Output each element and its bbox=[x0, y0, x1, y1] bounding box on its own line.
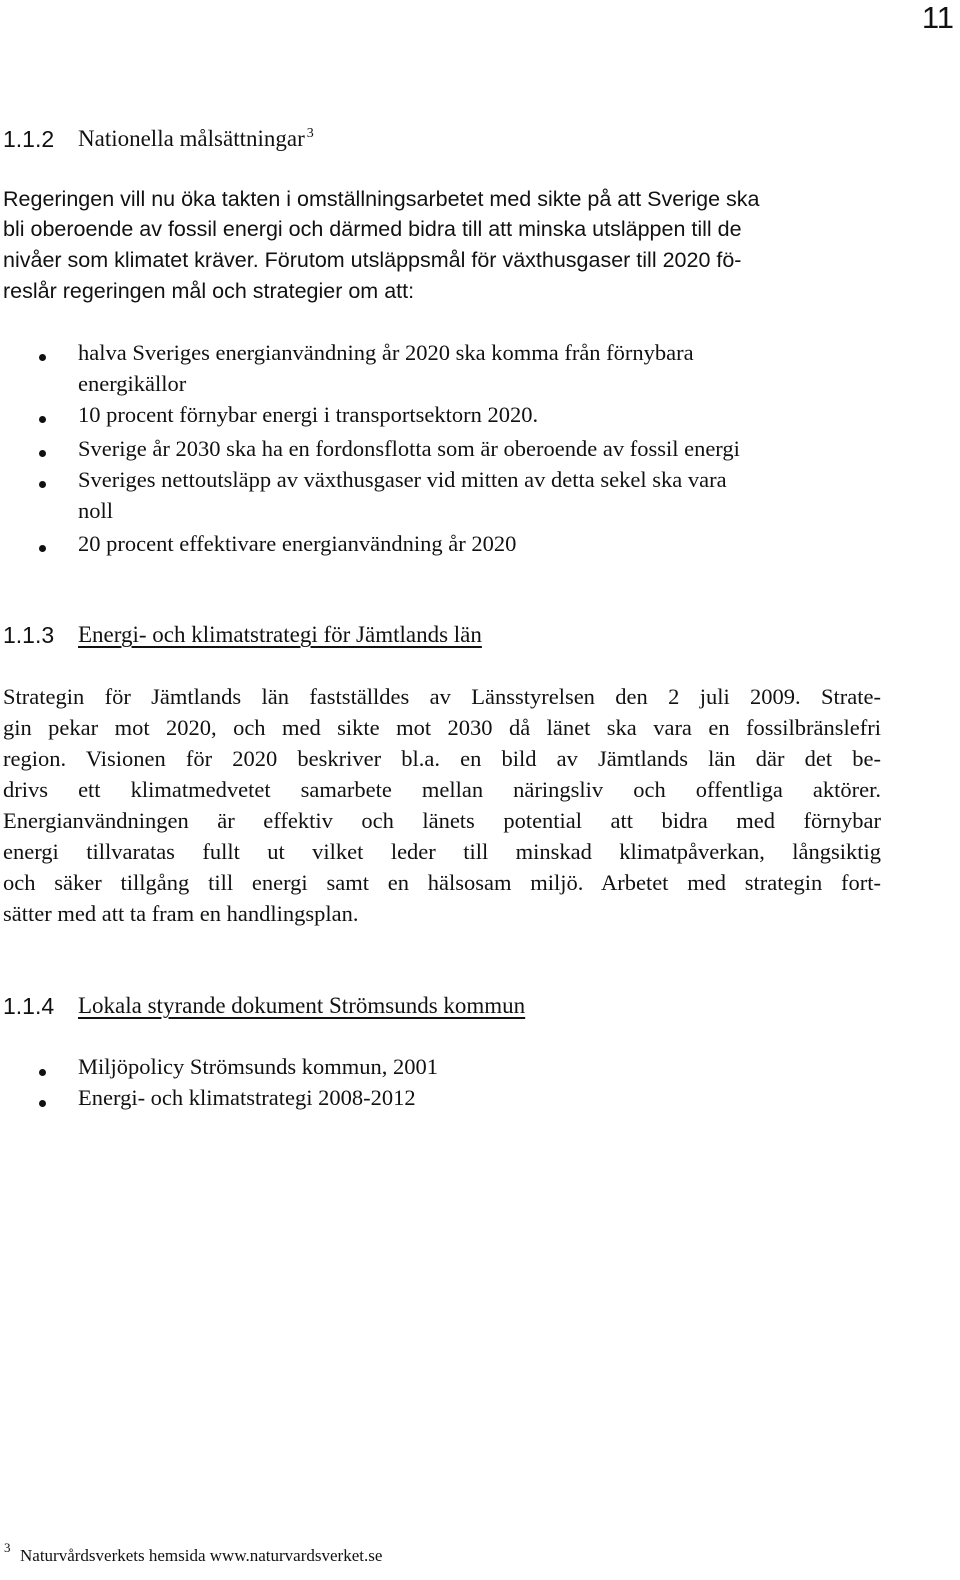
footnote-text: Naturvårdsverkets hemsida www.naturvardsverket.se bbox=[20, 1546, 383, 1565]
section-112-number: 1.1.2 bbox=[3, 126, 55, 152]
bullet-dot bbox=[39, 354, 46, 361]
section-112-title-text: Nationella målsättningar bbox=[78, 126, 305, 151]
list-item: Sverige år 2030 ska ha en fordonsflotta som är oberoende av fossil energi bbox=[78, 436, 740, 461]
paragraph-line: och säker tillgång till energi samt en hälsosam miljö. Arbetet med strategin fort- bbox=[3, 870, 881, 895]
bullet-dot bbox=[39, 1069, 46, 1076]
section-114-title: Lokala styrande dokument Strömsunds kommun bbox=[78, 993, 526, 1018]
section-114-number: 1.1.4 bbox=[3, 993, 55, 1019]
list-item: Sveriges nettoutsläpp av växthusgaser vid mitten av detta sekel ska vara bbox=[78, 467, 727, 492]
paragraph-line-last: sätter med att ta fram en handlingsplan. bbox=[3, 901, 359, 926]
list-item-continuation: noll bbox=[78, 498, 114, 523]
footnote-marker: 3 bbox=[4, 1540, 11, 1555]
intro-line-4: reslår regeringen mål och strategier om att: bbox=[3, 279, 415, 303]
section-112-title bbox=[78, 126, 314, 152]
footnote-ref: 3 bbox=[306, 126, 314, 142]
bullet-dot bbox=[39, 481, 46, 488]
bullet-dot bbox=[39, 416, 46, 423]
list-item: Miljöpolicy Strömsunds kommun, 2001 bbox=[78, 1054, 439, 1079]
section-113-title: Energi- och klimatstrategi för Jämtlands län bbox=[78, 622, 482, 647]
list-item: halva Sveriges energianvändning år 2020 ska komma från förnybara bbox=[78, 340, 694, 365]
list-item: 10 procent förnybar energi i transportsektorn 2020. bbox=[78, 402, 539, 427]
paragraph-line: drivs ett klimatmedvetet samarbete mellan näringsliv och offentliga aktörer. bbox=[3, 777, 881, 802]
paragraph-line: energi tillvaratas fullt ut vilket leder till minskad klimatpåverkan, långsiktig bbox=[3, 839, 881, 864]
paragraph-line: Strategin för Jämtlands län fastställdes av Länsstyrelsen den 2 juli 2009. Strate- bbox=[3, 684, 881, 709]
list-item: 20 procent effektivare energianvändning år 2020 bbox=[78, 531, 517, 556]
intro-line-1: Regeringen vill nu öka takten i omställningsarbetet med sikte på att Sverige ska bbox=[3, 187, 760, 211]
page-number: 11 bbox=[921, 0, 954, 35]
paragraph-line: gin pekar mot 2020, och med sikte mot 2030 då länet ska vara en fossilbränslefri bbox=[3, 715, 881, 740]
intro-line-3: nivåer som klimatet kräver. Förutom utsläppsmål för växthusgaser till 2020 fö- bbox=[3, 248, 742, 272]
paragraph-line: Energianvändningen är effektiv och länets potential att bidra med förnybar bbox=[3, 808, 881, 833]
bullet-dot bbox=[39, 1100, 46, 1107]
list-item: Energi- och klimatstrategi 2008-2012 bbox=[78, 1085, 416, 1110]
list-item-continuation: energikällor bbox=[78, 371, 187, 396]
bullet-dot bbox=[39, 545, 46, 552]
section-113-number: 1.1.3 bbox=[3, 622, 55, 648]
intro-line-2: bli oberoende av fossil energi och därmed bidra till att minska utsläppen till de bbox=[3, 217, 742, 241]
bullet-dot bbox=[39, 450, 46, 457]
paragraph-line: region. Visionen för 2020 beskriver bl.a. en bild av Jämtlands län där det be- bbox=[3, 746, 881, 771]
